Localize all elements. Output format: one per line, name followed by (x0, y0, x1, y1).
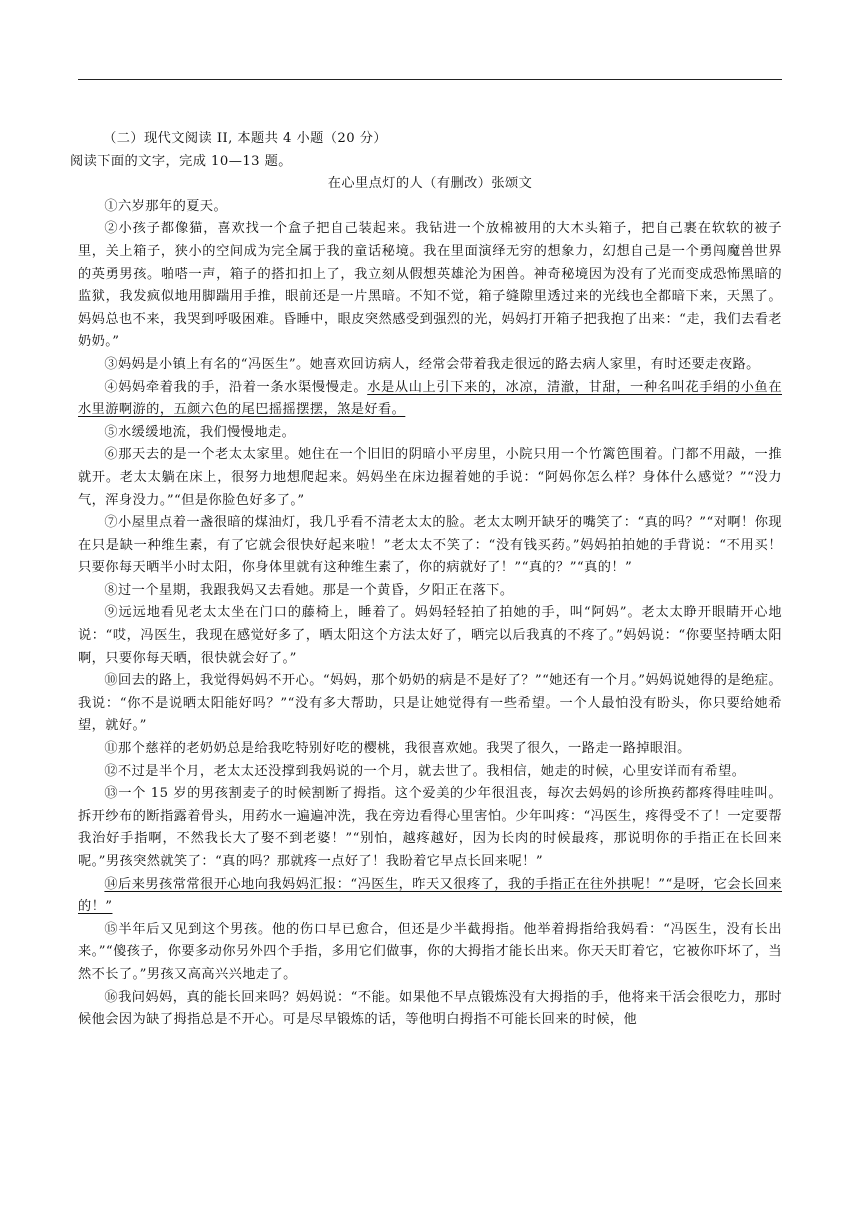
article-paragraph (78, 987, 782, 1032)
paragraph-text: ③妈妈是小镇上有名的“冯医生”。她喜欢回访病人，经常会带着我走很远的路去病人家里，有时还要走夜路。 (104, 356, 760, 372)
paragraph-text: ⑬一个 15 岁的男孩割麦子的时候割断了拇指。这个爱美的少年很沮丧，每次去妈妈的诊所换药都疼得哇哇叫。拆开纱布的断指露着骨头，用药水一遍遍冲洗，我在旁边看得心里害怕。少年叫疼：“冯医生，疼得受不了！一定要帮我治好手指啊，不然我长大了娶不到老婆！”“别怕，越疼越好，因为长肉的时候最疼，那说明你的手指正在长回来呢。”男孩突然就笑了：“真的吗？那就疼一点好了！我盼着它早点长回来呢！” (78, 786, 782, 869)
article-paragraph (78, 761, 782, 784)
article-paragraph (78, 444, 782, 512)
paragraph-text: ⑮半年后又见到这个男孩。他的伤口早已愈合，但还是少半截拇指。他举着拇指给我妈看：“冯医生，没有长出来。”“傻孩子，你要多动你另外四个手指，多用它们做事，你的大拇指才能长出来。你天天盯着它，它被你吓坏了，当然不长了。”男孩又高高兴兴地走了。 (78, 921, 782, 982)
underlined-passage: 水是从山上引下来的，冰凉，清澈，甘甜，一种名叫花手绢的小鱼在水里游啊游的，五颜六色的尾巴摇摇摆摆，煞是好看。 (78, 379, 782, 418)
article-paragraph (78, 422, 782, 445)
header-rule (78, 79, 782, 80)
article-paragraphs (78, 196, 782, 1032)
underlined-passage: ⑭后来男孩常常很开心地向我妈妈汇报：“冯医生，昨天又很疼了，我的手指正在往外拱呢！”“是呀，它会长回来的！” (78, 876, 782, 915)
paragraph-text: ⑩回去的路上，我觉得妈妈不开心。“妈妈，那个奶奶的病是不是好了？”“她还有一个月。”妈妈说她得的是绝症。我说：“你不是说晒太阳能好吗？”“没有多大帮助，只是让她觉得有一些希望。一个人最怕没有盼头，你只要给她希望，就好。” (78, 673, 782, 734)
article-paragraph (78, 218, 782, 354)
section-heading: （二）现代文阅读 II, 本题共 4 小题（20 分） (103, 131, 387, 146)
article-paragraph (78, 874, 782, 919)
paragraph-text: ⑯我问妈妈，真的能长回来吗？妈妈说：“不能。如果他不早点锻炼没有大拇指的手，他将来干活会很吃力，那时候他会因为缺了拇指总是不开心。可是尽早锻炼的话，等他明白拇指不可能长回来的时候，他 (78, 989, 782, 1028)
document-body (70, 128, 782, 1032)
reading-instruction: 阅读下面的文字，完成 10—13 题。 (70, 153, 292, 169)
paragraph-text: ⑨远远地看见老太太坐在门口的藤椅上，睡着了。妈妈轻轻拍了拍她的手，叫“阿妈”。老太太睁开眼睛开心地说：“哎，冯医生，我现在感觉好多了，晒太阳这个方法太好了，晒完以后我真的不疼了。”妈妈说：“你要坚持晒太阳啊，只要你每天晒，很快就会好了。” (78, 605, 782, 666)
paragraph-text: ⑪那个慈祥的老奶奶总是给我吃特别好吃的樱桃，我很喜欢她。我哭了很久，一路走一路掉眼泪。 (104, 741, 691, 757)
paragraph-text: ⑫不过是半个月，老太太还没撑到我妈说的一个月，就去世了。我相信，她走的时候，心里安详而有希望。 (104, 763, 746, 779)
article-paragraph (78, 783, 782, 873)
paragraph-text: ⑥那天去的是一个老太太家里。她住在一个旧旧的阴暗小平房里，小院只用一个竹篱笆围着。门都不用敲，一推就开。老太太躺在床上，很努力地想爬起来。妈妈坐在床边握着她的手说：“阿妈你怎么样？身体什么感觉？”“没力气，浑身没力。”“但是你脸色好多了。” (78, 447, 782, 508)
paragraph-text: ①六岁那年的夏天。 (104, 198, 228, 214)
article-paragraph (78, 670, 782, 738)
article-paragraph (78, 196, 782, 219)
article-title: 在心里点灯的人（有删改）张颂文 (327, 176, 533, 192)
paragraph-text: ⑦小屋里点着一盏很暗的煤油灯，我几乎看不清老太太的脸。老太太咧开缺牙的嘴笑了：“真的吗？”“对啊！你现在只是缺一种维生素，有了它就会很快好起来啦！”老太太不笑了：“没有钱买药。”妈妈拍拍她的手背说：“不用买！只要你每天晒半小时太阳，你身体里就有这种维生素了，你的病就好了！”“真的？”“真的！” (78, 515, 782, 576)
article-paragraph (78, 919, 782, 987)
article-paragraph (78, 512, 782, 580)
article-paragraph (78, 580, 782, 603)
article-paragraph (78, 602, 782, 670)
paragraph-text: ⑧过一个星期，我跟我妈又去看她。那是一个黄昏，夕阳正在落下。 (104, 582, 514, 598)
article-paragraph (78, 377, 782, 422)
paragraph-text: ⑤水缓缓地流，我们慢慢地走。 (104, 424, 296, 440)
paragraph-text: ④妈妈牵着我的手，沿着一条水渠慢慢走。 (104, 379, 368, 395)
article-paragraph (78, 738, 782, 761)
article-paragraph (78, 354, 782, 377)
paragraph-text: ②小孩子都像猫，喜欢找一个盒子把自己装起来。我钻进一个放棉被用的大木头箱子，把自己裹在软软的被子里，关上箱子，狭小的空间成为完全属于我的童话秘境。我在里面演绎无穷的想象力，幻想自己是一个勇闯魔兽世界的英勇男孩。啪嗒一声，箱子的搭扣扣上了，我立刻从假想英雄沦为困兽。神奇秘境因为没有了光而变成恐怖黑暗的监狱，我发疯似地用脚踹用手推，眼前还是一片黑暗。不知不觉，箱子缝隙里透过来的光线也全都暗下来，天黑了。妈妈总也不来，我哭到呼吸困难。昏睡中，眼皮突然感受到强烈的光，妈妈打开箱子把我抱了出来：“走，我们去看老奶奶。” (78, 221, 782, 350)
